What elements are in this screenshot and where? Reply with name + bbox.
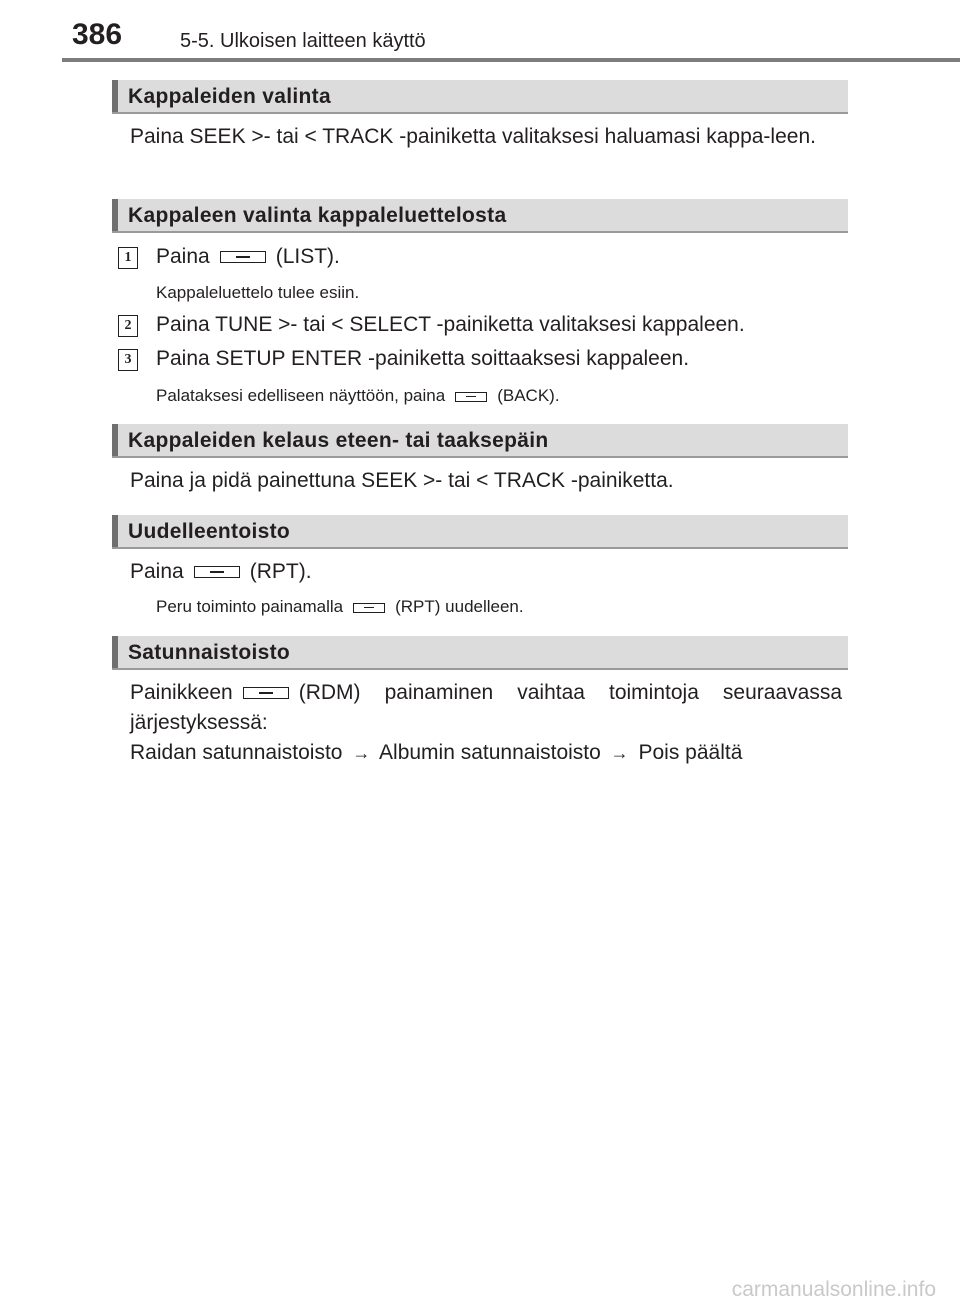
sequence-item: Pois päältä [638,741,743,764]
sequence-item: Raidan satunnaistoisto [130,741,343,764]
step-number-2: 2 [118,315,138,337]
rpt-button-icon [353,603,385,613]
section-title: Uudelleentoisto [128,520,291,543]
list-button-icon [220,251,266,263]
chapter-title: 5-5. Ulkoisen laitteen käyttö [180,30,426,52]
rdm-button-icon [243,687,289,699]
sequence-item: Albumin satunnaistoisto [379,741,601,764]
section-heading-selecting-tracks [112,80,848,114]
step-number-3: 3 [118,349,138,371]
step-1-note: Kappaleluettelo tulee esiin. [156,283,360,302]
random-text: Painikkeen (RDM) painaminen vaihtaa toimintoja seuraavassa järjestyksessä: [130,681,842,734]
section-heading-random [112,636,848,670]
rpt-button-icon [194,566,240,578]
section-title: Kappaleen valinta kappaleluettelosta [128,204,507,227]
section-heading-repeat [112,515,848,549]
selecting-tracks-text: Paina SEEK >- tai < TRACK -painiketta valitaksesi haluamasi kappa-leen. [130,125,816,148]
section-heading-fast-forward [112,424,848,458]
page-number: 386 [72,18,123,51]
random-sequence [130,738,742,768]
watermark: carmanualsonline.info [731,1278,936,1301]
step-2-text: Paina TUNE >- tai < SELECT -painiketta valitaksesi kappaleen. [156,313,745,336]
section-title: Kappaleiden kelaus eteen- tai taaksepäin [128,429,549,452]
step-3-text: Paina SETUP ENTER -painiketta soittaaksesi kappaleen. [156,347,690,370]
right-arrow-icon: → [610,743,629,763]
section-heading-list-select [112,199,848,233]
header-rule [62,58,960,62]
step-1-text: Paina (LIST). [156,245,340,268]
repeat-note: Peru toiminto painamalla (RPT) uudelleen. [156,597,524,616]
fast-forward-text: Paina ja pidä painettuna SEEK >- tai < TRACK -painiketta. [130,469,674,492]
step-3-note: Palataksesi edelliseen näyttöön, paina (BACK). [156,386,560,405]
step-number-1: 1 [118,247,138,269]
section-title: Satunnaistoisto [128,641,291,664]
repeat-text: Paina (RPT). [130,560,312,583]
right-arrow-icon: → [352,743,371,763]
back-button-icon [455,392,487,402]
section-title: Kappaleiden valinta [128,85,331,108]
